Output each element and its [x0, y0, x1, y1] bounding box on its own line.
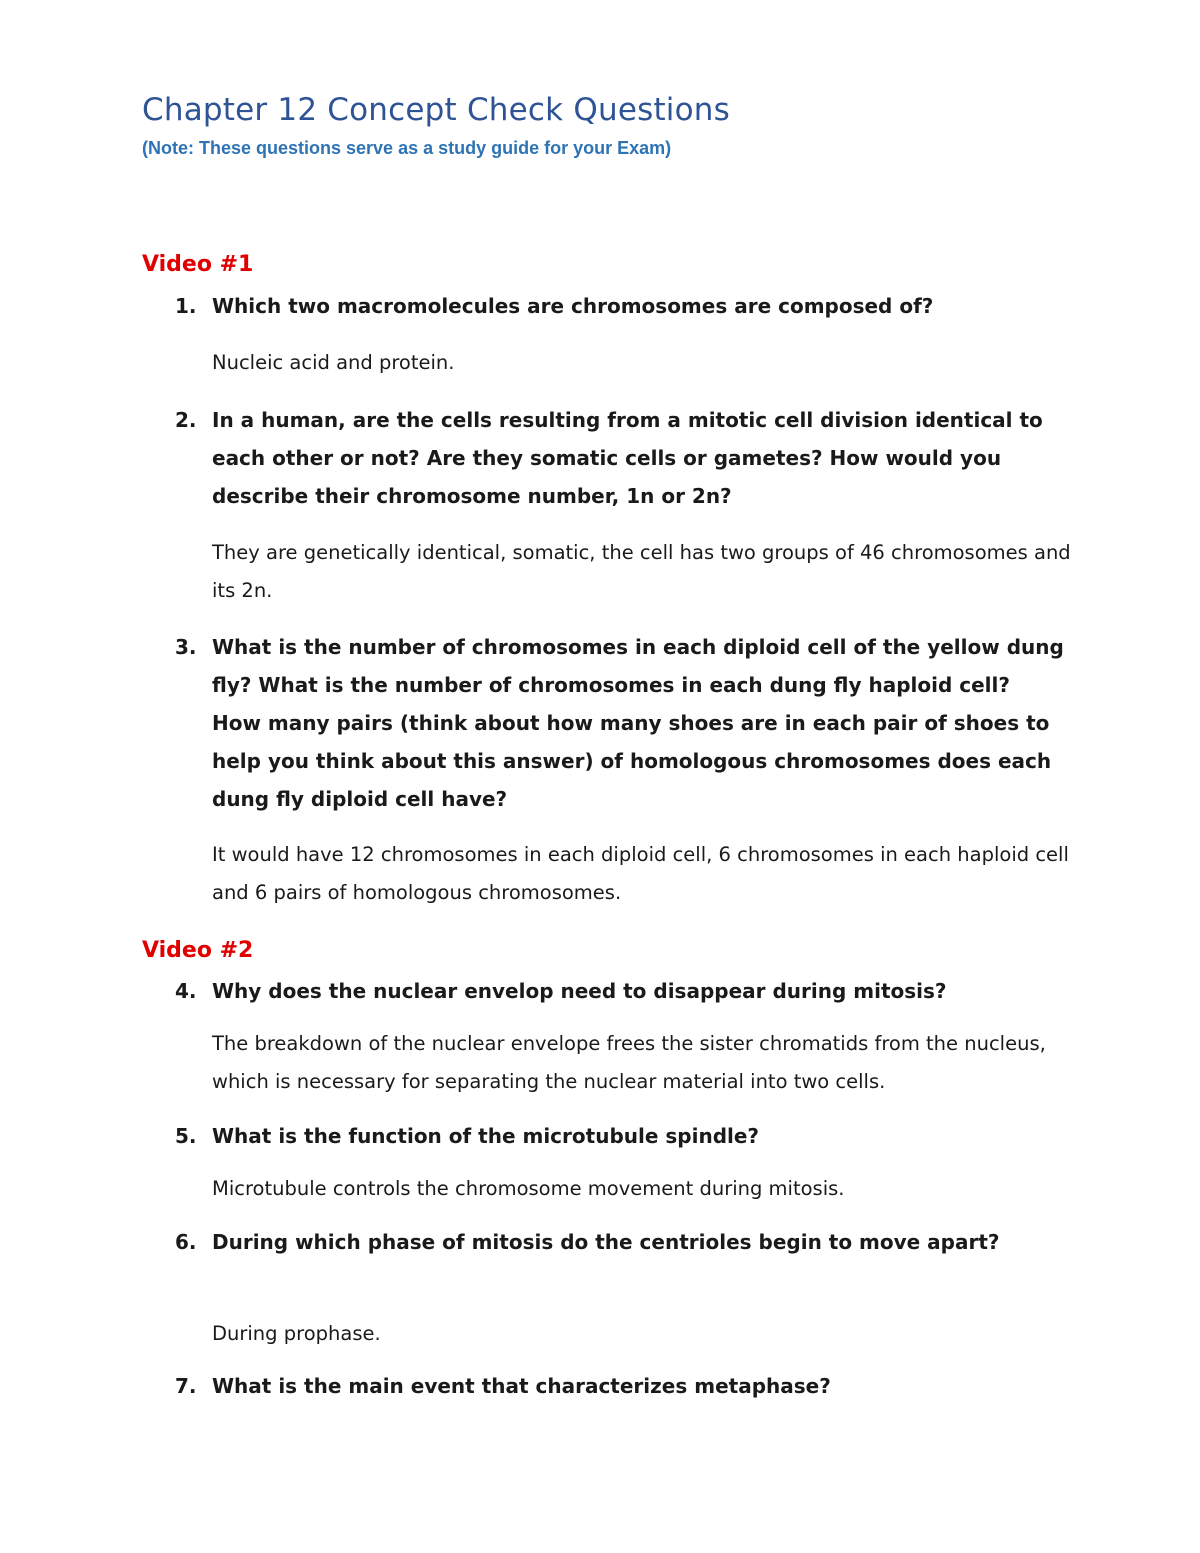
question-3 — [175, 628, 1065, 818]
question-4 — [175, 972, 1065, 1010]
answer-1: Nucleic acid and protein. — [212, 351, 455, 374]
question-5 — [175, 1117, 1065, 1155]
question-text: What is the number of chromosomes in each diploid cell of the yellow dung fly? What is the number of chromosomes in each dung fly haploid cell? How many pairs (think about how many shoes are in each pair of shoes to help you think about this answer) of homologous chromosomes does each dung fly diploid cell have? — [212, 635, 1064, 811]
answer-6: During prophase. — [212, 1322, 381, 1345]
question-2 — [175, 401, 1065, 515]
answer-3: It would have 12 chromosomes in each diploid cell, 6 chromosomes in each haploid cell and 6 pairs of homologous chromosomes. — [212, 843, 1069, 904]
answer-5: Microtubule controls the chromosome movement during mitosis. — [212, 1177, 845, 1200]
question-text: During which phase of mitosis do the centrioles begin to move apart? — [212, 1230, 1000, 1254]
question-text: What is the main event that characterizes metaphase? — [212, 1374, 831, 1398]
question-number: 5. — [175, 1124, 197, 1148]
section-heading-video-2: Video #2 — [142, 938, 254, 963]
question-number: 3. — [175, 635, 197, 659]
question-text: What is the function of the microtubule spindle? — [212, 1124, 760, 1148]
section-heading-video-1: Video #1 — [142, 252, 254, 277]
question-1 — [175, 287, 1065, 325]
question-6 — [175, 1223, 1065, 1261]
question-number: 4. — [175, 979, 197, 1003]
question-number: 2. — [175, 408, 197, 432]
question-text: In a human, are the cells resulting from a mitotic cell division identical to each other or not? Are they somatic cells or gametes? How would you describe their chromosome number, 1n or 2n? — [212, 408, 1043, 508]
question-number: 6. — [175, 1230, 197, 1254]
page-title: Chapter 12 Concept Check Questions — [142, 92, 730, 128]
answer-2: They are genetically identical, somatic, the cell has two groups of 46 chromosomes and its 2n. — [212, 541, 1071, 602]
question-number: 7. — [175, 1374, 197, 1398]
answer-4: The breakdown of the nuclear envelope frees the sister chromatids from the nucleus, which is necessary for separating the nuclear material into two cells. — [212, 1032, 1046, 1093]
question-7 — [175, 1367, 1065, 1405]
question-text: Why does the nuclear envelop need to disappear during mitosis? — [212, 979, 947, 1003]
question-number: 1. — [175, 294, 197, 318]
question-text: Which two macromolecules are chromosomes are composed of? — [212, 294, 934, 318]
study-guide-note: (Note: These questions serve as a study guide for your Exam) — [142, 138, 672, 158]
